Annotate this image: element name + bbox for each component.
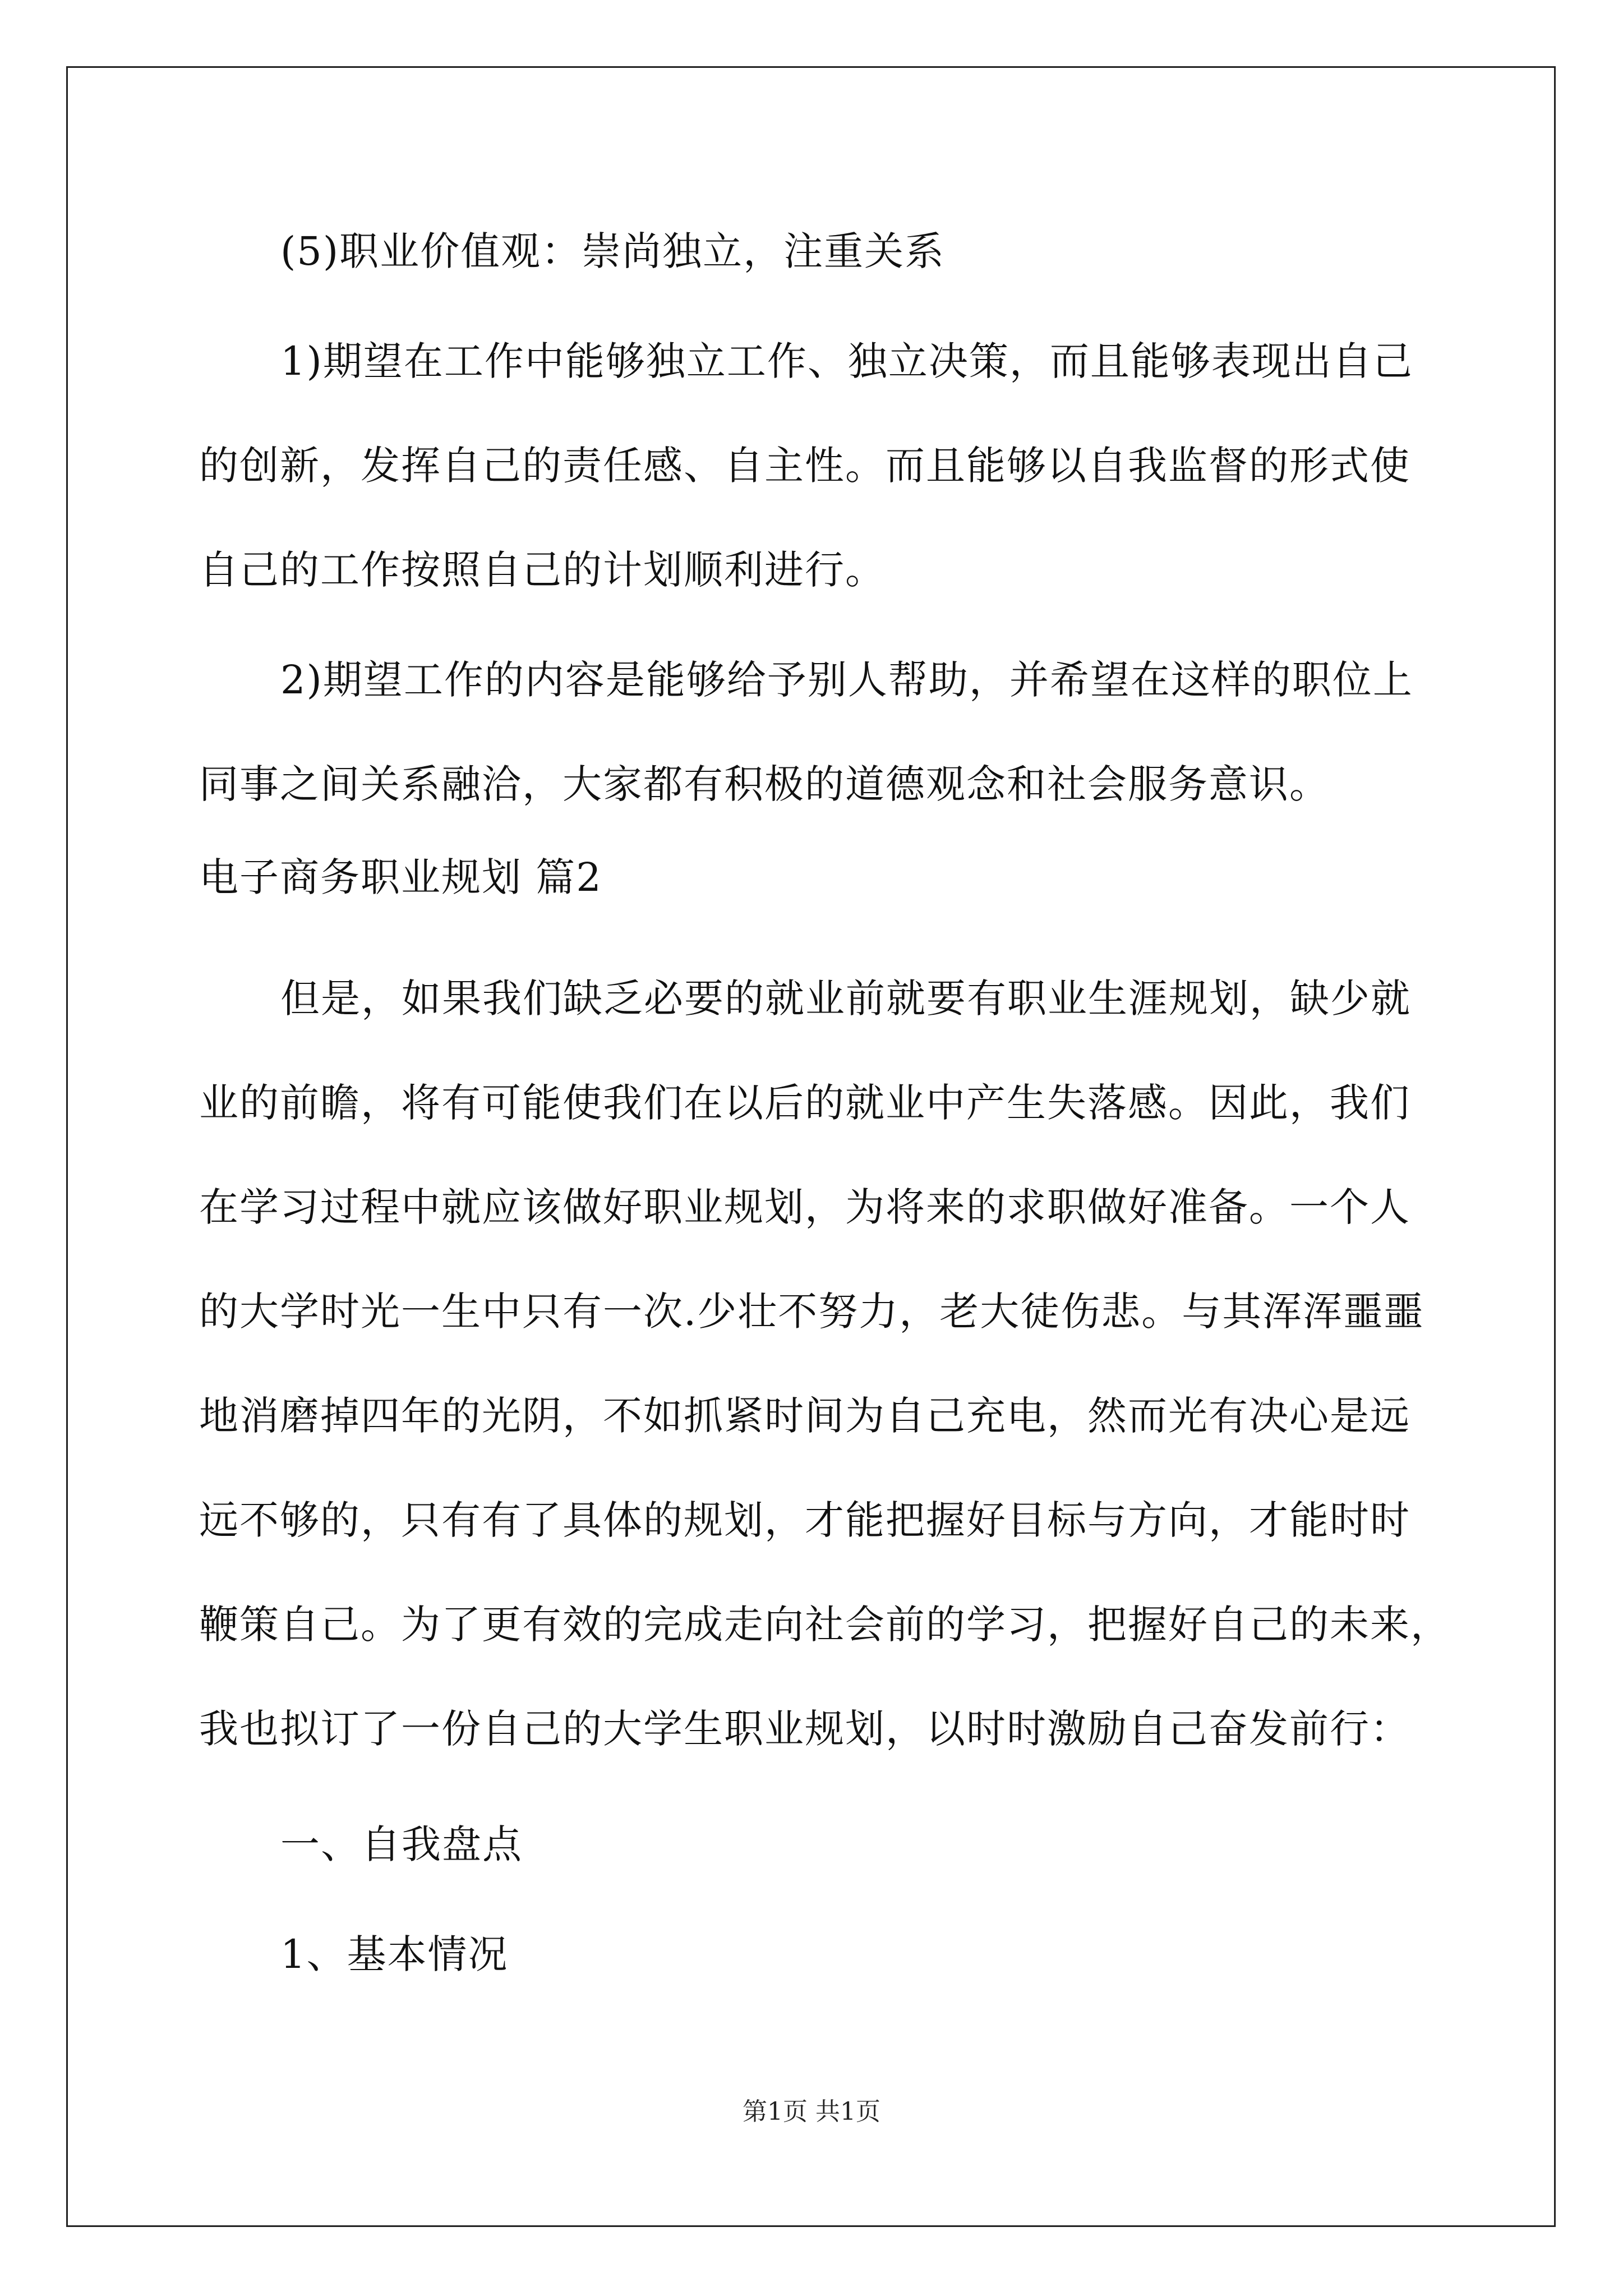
paragraph-line: 业的前瞻，将有可能使我们在以后的就业中产生失落感。因此，我们 (199, 1080, 1410, 1126)
section-heading: (5)职业价值观：崇尚独立，注重关系 (280, 228, 946, 274)
article-heading: 电子商务职业规划 篇2 (199, 854, 602, 900)
paragraph-line: 的大学时光一生中只有一次.少壮不努力，老大徒伤悲。与其浑浑噩噩 (199, 1289, 1424, 1335)
page-border (66, 66, 1556, 2227)
paragraph-line: 自己的工作按照自己的计划顺利进行。 (199, 547, 886, 593)
paragraph-line: 我也拟订了一份自己的大学生职业规划，以时时激励自己奋发前行： (199, 1706, 1410, 1752)
paragraph-line: 在学习过程中就应该做好职业规划，为将来的求职做好准备。一个人 (199, 1184, 1410, 1230)
paragraph-line: 但是，如果我们缺乏必要的就业前就要有职业生涯规划，缺少就 (280, 976, 1411, 1022)
paragraph-line: 地消磨掉四年的光阴，不如抓紧时间为自己充电，然而光有决心是远 (199, 1393, 1410, 1439)
paragraph-line: 同事之间关系融洽，大家都有积极的道德观念和社会服务意识。 (199, 761, 1330, 807)
page-footer: 第1页 共1页 (743, 2097, 880, 2126)
paragraph-line: 1)期望在工作中能够独立工作、独立决策，而且能够表现出自己 (280, 338, 1413, 384)
paragraph-line: 鞭策自己。为了更有效的完成走向社会前的学习，把握好自己的未来， (199, 1602, 1451, 1648)
paragraph-line: 的创新，发挥自己的责任感、自主性。而且能够以自我监督的形式使 (199, 443, 1410, 489)
subsection-heading: 1、基本情况 (280, 1931, 509, 1977)
paragraph-line: 远不够的，只有有了具体的规划，才能把握好目标与方向，才能时时 (199, 1497, 1410, 1543)
section-heading: 一、自我盘点 (280, 1821, 523, 1867)
paragraph-line: 2)期望工作的内容是能够给予别人帮助，并希望在这样的职位上 (280, 657, 1413, 703)
